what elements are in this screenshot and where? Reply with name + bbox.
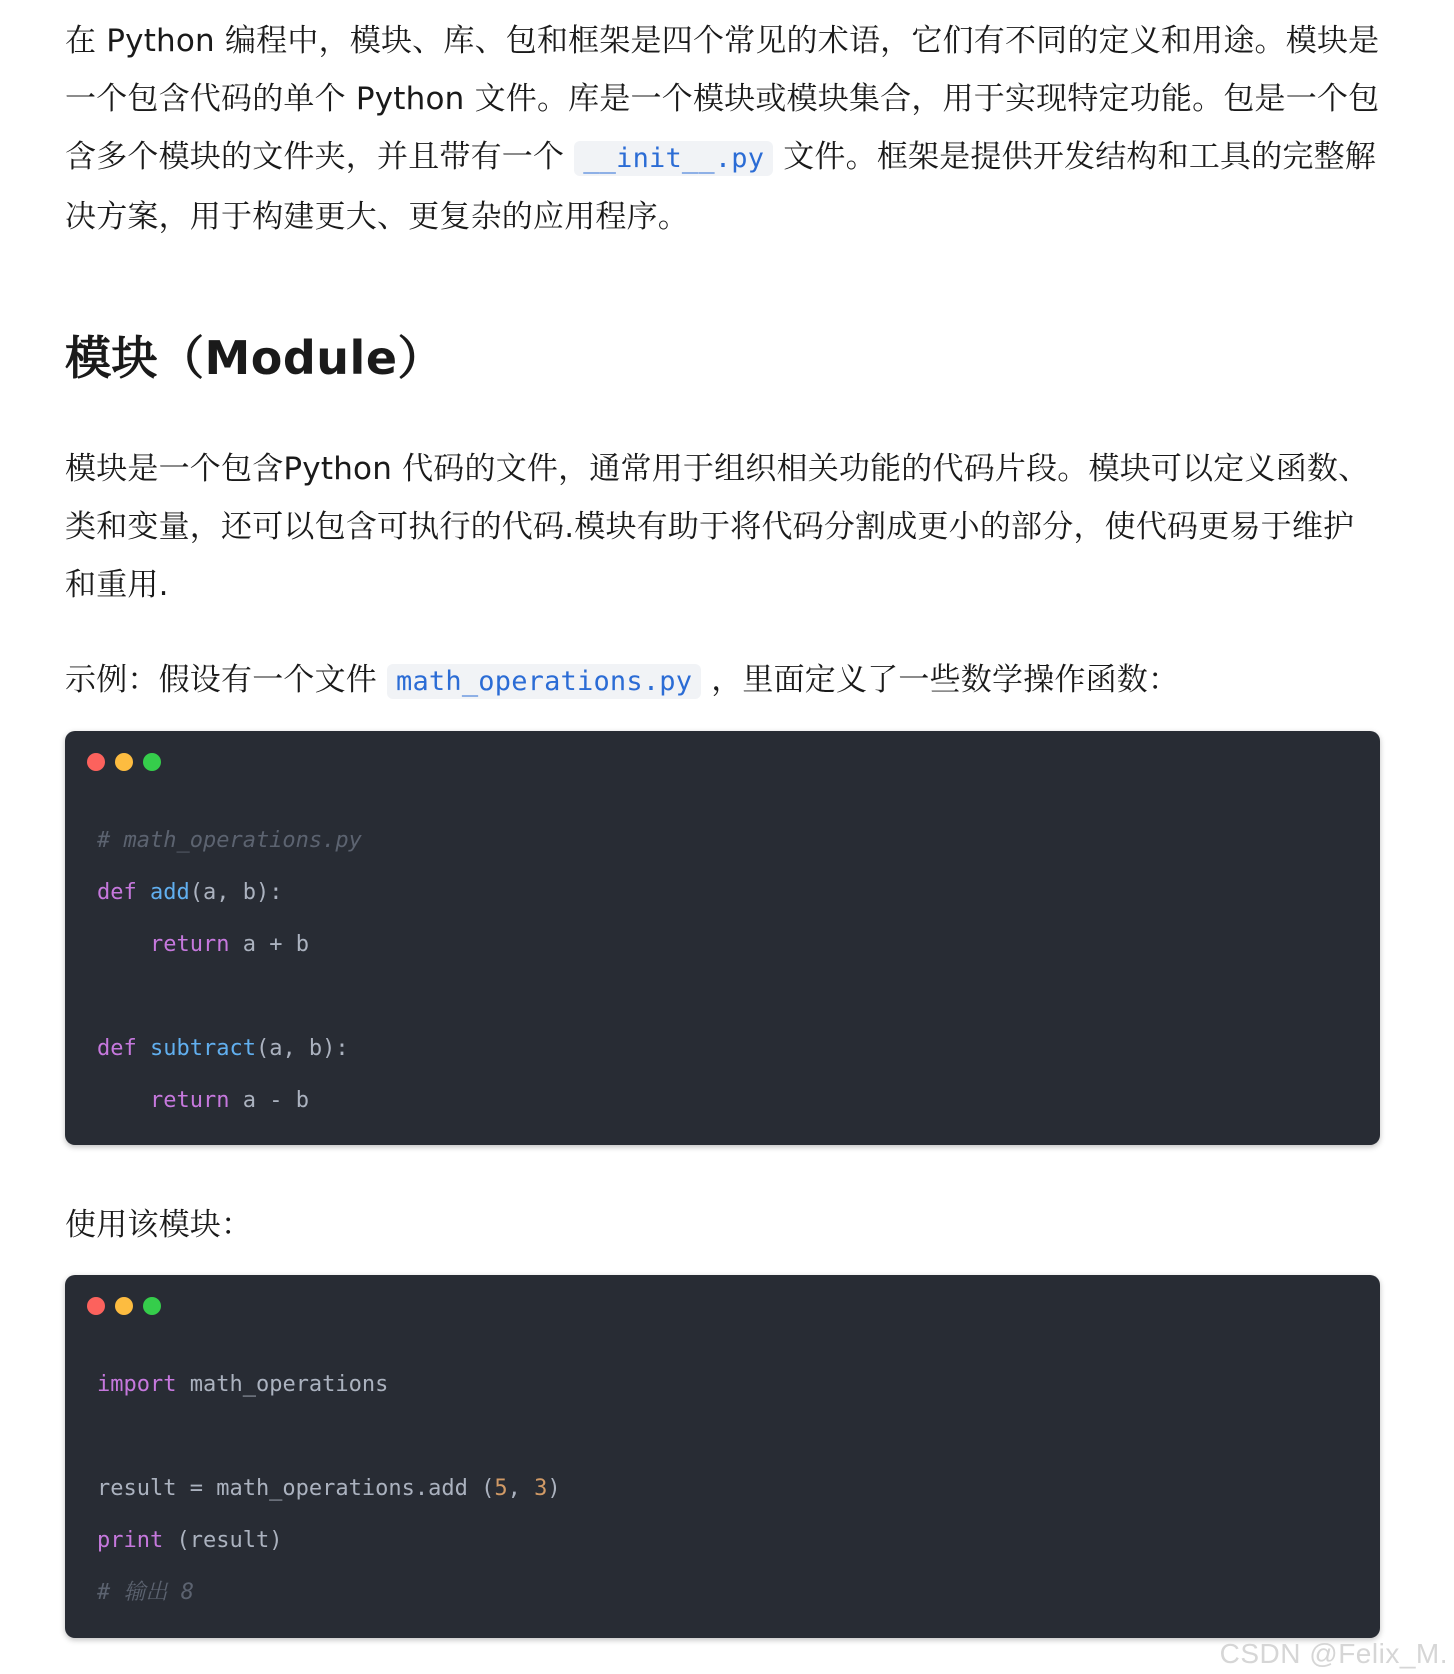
code-line (97, 867, 1360, 919)
code-token-keyword: def (97, 880, 150, 905)
window-dots (87, 753, 161, 771)
close-dot-icon (87, 753, 105, 771)
module-description: 模块是一个包含Python 代码的文件，通常用于组织相关功能的代码片段。模块可以定义函数、类和变量，还可以包含可执行的代码.模块有助于将代码分割成更小的部分，使代码更易于维护和重用. (65, 451, 1370, 603)
example-text-after: ，里面定义了一些数学操作函数： (711, 662, 1180, 698)
code-token-plain: math_operations (176, 1372, 389, 1397)
code-token-func: subtract (149, 1036, 256, 1061)
code-token-plain: (result) (163, 1528, 283, 1553)
usage-intro-paragraph: 使用该模块： (65, 1207, 253, 1243)
code-token-plain (97, 932, 150, 957)
code-line (97, 919, 1360, 971)
code-line (97, 1515, 1360, 1567)
intro-text-after: 文件。框架是提供开发结构和工具的完整解决方案，用于构建更大、更复杂的应用程序。 (65, 139, 1377, 235)
section-heading-module: 模块（Module） (65, 331, 445, 385)
maximize-dot-icon (143, 1297, 161, 1315)
code-token-keyword: print (97, 1528, 164, 1553)
code-token-keyword: import (97, 1372, 177, 1397)
code-token-keyword: return (149, 1088, 230, 1113)
code-line (97, 815, 1360, 867)
code-token-num: 5 (494, 1476, 508, 1501)
code-token-keyword: def (97, 1036, 150, 1061)
inline-code-math-operations: math_operations.py (387, 664, 701, 699)
code-token-plain: ) (547, 1476, 561, 1501)
code-token-comment: # 输出 8 (97, 1580, 194, 1605)
code-line (97, 971, 1360, 1023)
code-line (97, 1567, 1360, 1619)
code-body (97, 815, 1360, 1127)
code-token-plain: (a, b): (189, 880, 283, 905)
window-dots (87, 1297, 161, 1315)
code-line (97, 1359, 1360, 1411)
code-token-plain: (a, b): (255, 1036, 349, 1061)
code-line (97, 1023, 1360, 1075)
code-block-math-operations (65, 731, 1380, 1145)
code-token-plain (97, 1088, 150, 1113)
code-line (97, 1463, 1360, 1515)
example-text-before: 示例：假设有一个文件 (65, 662, 377, 698)
watermark: CSDN @Felix_M. (1219, 1638, 1448, 1669)
intro-paragraph (65, 12, 1385, 246)
code-token-num: 3 (534, 1476, 548, 1501)
example-intro-paragraph (65, 651, 1385, 711)
code-line (97, 1075, 1360, 1127)
code-token-plain: a - b (229, 1088, 309, 1113)
code-token-plain: , (507, 1476, 535, 1501)
code-token-comment: # math_operations.py (97, 828, 362, 853)
maximize-dot-icon (143, 753, 161, 771)
code-line (97, 1411, 1360, 1463)
code-token-plain: a + b (229, 932, 309, 957)
code-block-usage (65, 1275, 1380, 1638)
intro-text-before: 在 Python 编程中，模块、库、包和框架是四个常见的术语，它们有不同的定义和用途。模块是一个包含代码的单个 Python 文件。库是一个模块或模块集合，用于实现特定功能。包是一个包含多个模块的文件夹，并且带有一个 (65, 23, 1380, 175)
minimize-dot-icon (115, 753, 133, 771)
minimize-dot-icon (115, 1297, 133, 1315)
close-dot-icon (87, 1297, 105, 1315)
code-token-plain: result = math_operations.add ( (97, 1476, 495, 1501)
code-body (97, 1359, 1360, 1619)
code-token-func: add (149, 880, 190, 905)
inline-code-init-py: __init__.py (574, 141, 773, 176)
code-token-keyword: return (149, 932, 230, 957)
